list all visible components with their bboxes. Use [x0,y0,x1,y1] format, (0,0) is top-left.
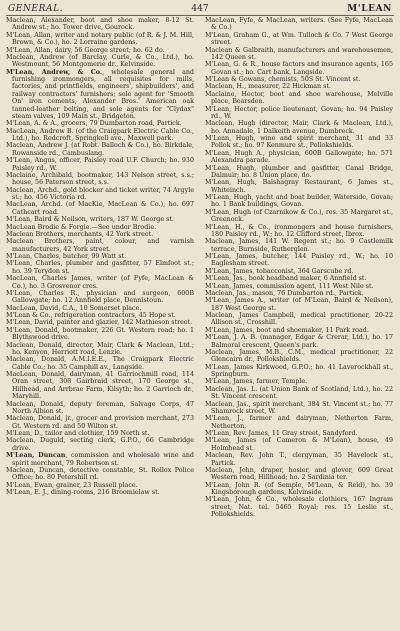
directory-entry: MacLean, Andrew B. (of the Craigpark Electric Cable Co., Ltd.), ho. Redcroft, Springkell ave., Maxwell park. [6,127,194,142]
directory-entry: Maclean, James Campbell, medical practitioner, 20-22 Allison st., Crosshill. [205,312,393,327]
directory-entry: Maclean, Donald, deputy foreman, Salvage Corps, 47 North Albion st. [6,400,194,415]
directory-entry: Maclean & Galbraith, manufacturers and warehousemen, 142 Queen st. [205,46,393,61]
directory-entry: M'Lean, Hugh, yacht and boat builder, Waterside, Govan; ho. 1 Bank buildings, Govan. [205,194,393,209]
directory-entry: M'Lean, D., tailor and clothier, 159 North st. [6,430,150,437]
directory-entry: Maclaine, Archibald, bootmaker, 143 Nelson street, s.s.; house, 56 Paterson street, s.s. [6,171,194,187]
directory-entry: Maclean Brothers, merchants, 42 York street. [6,230,154,238]
directory-entry: M'Lean, James A., writer (of M'Lean, Baird & Neilson), 187 West George st. [205,297,393,312]
directory-entry: M'Lean, Duncan, commission and wholesale wine and spirit merchant, 79 Robertson st. [6,452,194,467]
directory-entry: M'Lean, Graham G., at Wm. Tulloch & Co. 7 West George street. [205,31,393,47]
directory-entry: M'Lean, A. & A., grocers, 79 Dumbarton road, Partick. [6,120,182,128]
directory-entry: Maclean, Donald, jr., grocer and provision merchant, 273 Gt. Western rd. and 50 Wilton st. [6,415,194,430]
directory-entry: Maclean Brothers, paint, colour, and varnish manufacturers, 42 York street. [6,238,194,253]
section-title: GENERAL. [8,4,64,14]
directory-entry: Maclean, Alexander, boot and shoe maker, 8-12 St. Andrew st.; ho. Tower drive, Gourock. [6,17,194,32]
directory-entry: M'Lean, E. J., dining-rooms, 216 Broomielaw st. [6,489,160,496]
directory-entry: Maclean, H., measurer, 22 Hickman st. [205,83,331,91]
right-column [205,17,393,629]
directory-entry: M'Lean, Hugh, wine and spirit merchant, 31 and 33 Pollok st.; ho. 97 Kenmure st., Pollokshields. [205,135,393,150]
directory-entry: M'Lean, David, painter and glazier, 142 Mathieson street. [6,319,193,327]
directory-entry: Maclean, Archd., gold blocker and ticket writer, 74 Argyle st.; ho. 456 Victoria rd. [6,186,194,201]
page-header [4,2,396,16]
directory-entry: M'Lean, Allan, dairy, 56 George street; ho. 62 do. [6,46,165,54]
directory-entry: Maclean, Jas., mason, 76 Dumbarton rd., Partick. [205,289,364,297]
page-number: 447 [191,4,209,14]
directory-entry: Maclean, Duncan, detective constable, St. Rollox Police Office; ho. 80 Petershill rd. [6,466,194,482]
directory-entry: MacLean, Charles James, writer (of Fyfe, MacLean & Co.), ho. 3 Grosvenor cres. [6,275,194,290]
directory-entry: Maclean, Donald, A.M.I.E.E., The Craigpark Electric Cable Co.; ho. 35 Camphill av., Langside. [6,356,194,371]
directory-entry: M'Lean, Charles, butcher, 99 Watt st. [6,253,127,260]
directory-entry: M'Lean, James Kirkwood, G.P.O.; ho. 41 Laverockhall st., Springburn. [205,363,393,378]
directory-entry: Maclean, John, draper, hosier, and glover, 609 Great Western road, Hillhead; ho. 2 Sardinia ter. [205,466,393,482]
directory-entry: M'Lean, Ewan, grainer, 23 Russell place. [6,481,138,489]
directory-entry: M'Lean, Hugh A., physician, 600B Gallowgate; ho. 571 Alexandra parade. [205,149,393,165]
directory-entry: M'Lean, James, boot and shoemaker, 11 Park road. [205,326,369,334]
directory-entry: Maclaine, Hector, boot and shoe warehouse, Melville place, Bearsden. [205,90,393,106]
directory-entry: M'Lean & Gowans, chemists, 50S St. Vincent st. [205,76,361,83]
directory-entry: M'Lean, James, commission agent, 111 West Nile st. [205,282,374,290]
directory-entry: M'Lean, Jas., book headband maker, 6 Annfield st. [205,275,367,283]
directory-entry: Maclean, Andrew J. (at Robt. Balloch & Co.), ho. Birkdale, Rowanside rd., Cambuslang. [6,142,194,157]
entry-columns [6,17,394,629]
directory-entry: M'Lean, John R. (of Semple, M'Lean, & Reid), ho. 39 Kingsborough gardens, Kelvinside. [205,481,393,496]
directory-entry: Maclean, Hugh (director, Mair, Clark & Maclean, Ltd.), ho. Annadale, 1 Dalkeith avenue, Dumbreck. [205,120,393,135]
directory-entry: M'Lean, James, tobacconist, 364 Garscube rd. [205,267,354,275]
directory-entry: M'Lean, G. & R., house factors and insurance agents, 165 Govan st.; ho. Cart bank, Langside. [205,61,393,76]
directory-entry: M'Lean, Charles R., physician and surgeon, 600B Gallowgate; ho. 12 Annfield place, Dennistoun. [6,289,194,305]
directory-entry: Maclean, James, 141 W. Regent st.; ho. 9 Castlemilk terrace, Burnside, Rutherglen. [205,238,393,253]
directory-entry: M'Lean, Donald, bootmaker, 226 Gt. Western road; ho. 1 Blythswood drive. [6,326,194,342]
directory-entry: Maclean, Duguld, secting clerk, G.P.O., 66 Cambridge drive. [6,437,194,452]
header-rule [6,15,394,16]
directory-entry: M'Lean, H., & Co., ironmongers and house furnishers, 180 Paisley rd., W.; ho. 12 Clifford street, Ibrox. [205,223,393,238]
directory-entry: Maclean, Rev. John T., clergyman, 35 Havelock st., Partick. [205,452,393,467]
directory-entry: M'Lean, Hugh, Balshagray Restaurant, 6 James st., Whiteinch. [205,179,393,194]
directory-entry: M'Lean, John, & Co., wholesale clothiers, 167 Ingram street; Nat. tel. 5465 Royal; res. 15 Leslie st., Pollokshields. [205,496,393,519]
running-head: M'LEAN [347,4,392,14]
directory-entry: M'Lean, Allan, writer and notary public (of R. & J. M. Hill, Brown, & Co.), ho. 2 Lorraine gardens. [6,31,194,47]
directory-entry: M'Lean, Charles, plumber and gasfitter, 57 Elmfoot st.; ho. 39 Terydon st. [6,260,194,275]
directory-entry: MacLean Brodie & Forgie.—See under Brodie. [6,223,157,231]
directory-entry: Maclean, Jas. L. (at Union Bank of Scotland, Ltd.), ho. 22 St. Vincent crescent. [205,385,393,401]
directory-entry: M'Lean, J., farmer and dairyman, Netherton Farm, Netherton. [205,415,393,430]
directory-entry: M'Lean, Rev. James, 11 Gray street, Sandyford. [205,430,358,437]
directory-entry: MacLean, Archd. (of MacKie, MacLean & Co.), ho. 697 Cathcart road. [6,201,194,216]
directory-entry: M'Lean, James, farmer, Temple. [205,378,308,386]
directory-entry: M'Lean, Andrew, & Co., wholesale general and furnishing ironmongers, all requisites for mills, factories, and printfields, engineers', shipbuilders', and railway contractors' furnishers; sole agent for 'Smooth On' iron cements, Alexander Bros.' American oak tanned-leather belting, and sole agents for "Clydax" steam valves, 109 Main st., Bridgeton. [6,68,194,120]
directory-entry: M'Lean, James (of Cameron & M'Lean), house, 49 Holmhead st. [205,437,393,452]
directory-entry: M'Lean, Baird & Neilson, writers, 187 W. George st. [6,216,174,224]
directory-entry: MacLean, Donald, dairyman, 41 Garriochmill road, 114 Oran street, 308 Gairbraid street, 170 George st., Hillhead, and Arrbrae Farm, Kilsyth; ho. 2 Garrioch dr., Maryhill. [6,371,194,401]
directory-entry: Maclean, Jas., spirit merchant, 384 St. Vincent st.; ho. 77 Shamrock street, W. [205,400,393,415]
directory-entry: Maclean, James, M.B., C.M., medical practitioner, 22 Glencairn dr., Pollokshields. [205,348,393,364]
directory-entry: M'Lean, J. A. B. (manager, Edgar & Crerar, Ltd.), ho. 17 Balmoral crescent, Queen's park. [205,334,393,349]
directory-entry: M'Lean, Hugh, plumber and gasfitter, Canal Bridge, Dalmuir; ho. 8 Union place, do. [205,164,393,179]
directory-entry: M'Lean, James, butcher, 144 Paisley rd., W.; ho. 10 Eaglesham street. [205,253,393,268]
left-column [6,17,194,629]
directory-entry: M'Lean, Angus, officer, Paisley road U.F. Church; ho. 930 Paisley rd., W. [6,157,194,172]
directory-entry: M'Lean & Co., refrigeration contractors, 45 Hope st. [6,312,176,319]
directory-entry: MacLean, Fyfe, & MacLean, writers. (See Fyfe, MacLean & Co.) [205,17,393,32]
directory-entry: Maclean, Donald, director, Mair, Clark & Maclean, Ltd.; ho. Kenyon, Herriott road, Lenzie. [6,341,194,356]
directory-entry: M'Lean, Hugh (of Czarnikow & Co.), res. 35 Margaret st., Greenock. [205,208,393,224]
directory-entry: Maclean, Andrew (of Barclay, Curle, & Co., Ltd.), ho. Westmount, 56 Montgomerie dr., Kelvinside. [6,53,194,69]
directory-entry: M'Lean, Hector, police lieutenant, Govan; ho. 94 Paisley rd., W. [205,105,393,120]
directory-entry: MacLean, David, C.A., 10 Somerset place. [6,304,142,312]
